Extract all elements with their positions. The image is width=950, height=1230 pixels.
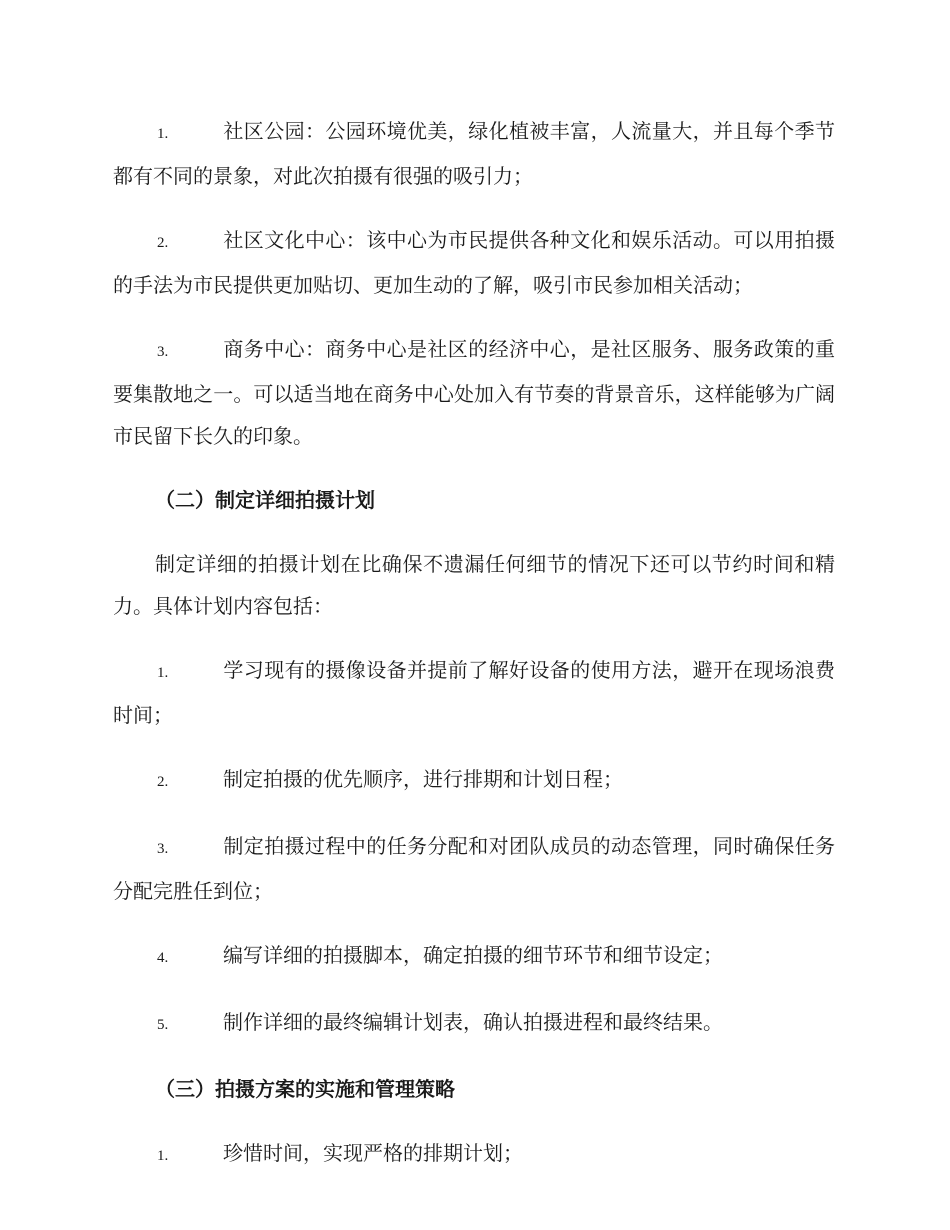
list-number: 1. <box>157 665 169 681</box>
document-body <box>113 110 835 1199</box>
list-item-text: 社区公园：公园环境优美，绿化植被丰富，人流量大，并且每个季节都有不同的景象，对此次拍摄有很强的吸引力； <box>113 119 835 188</box>
list-number: 2. <box>157 235 169 251</box>
list-number: 4. <box>157 950 169 966</box>
list-number: 3. <box>157 344 169 360</box>
list-number: 1. <box>157 126 169 142</box>
list-number: 3. <box>157 841 169 857</box>
list-number: 5. <box>157 1017 169 1033</box>
list-item <box>113 934 835 979</box>
list-item-text: 制作详细的最终编辑计划表，确认拍摄进程和最终结果。 <box>223 1010 723 1034</box>
section-heading: （二）制定详细拍摄计划 <box>155 488 375 512</box>
list-item <box>113 758 835 803</box>
list-item-text: 学习现有的摄像设备并提前了解好设备的使用方法，避开在现场浪费时间； <box>113 658 835 727</box>
list-item-text: 编写详细的拍摄脚本，确定拍摄的细节环节和细节设定； <box>223 943 723 967</box>
list-item <box>113 649 835 736</box>
list-item <box>113 219 835 306</box>
paragraph: 制定详细的拍摄计划在比确保不遗漏任何细节的情况下还可以节约时间和精力。具体计划内容包括： <box>113 552 835 618</box>
list-item <box>113 1001 835 1046</box>
list-item-text: 制定拍摄的优先顺序，进行排期和计划日程； <box>223 767 623 791</box>
section-heading: （三）拍摄方案的实施和管理策略 <box>155 1077 455 1101</box>
list-number: 2. <box>157 774 169 790</box>
list-item-text: 珍惜时间，实现严格的排期计划； <box>223 1141 523 1165</box>
list-item-text: 社区文化中心：该中心为市民提供各种文化和娱乐活动。可以用拍摄的手法为市民提供更加贴切、更加生动的了解，吸引市民参加相关活动； <box>113 228 835 297</box>
list-item <box>113 825 835 912</box>
list-item-text: 商务中心：商务中心是社区的经济中心，是社区服务、服务政策的重要集散地之一。可以适当地在商务中心处加入有节奏的背景音乐，这样能够为广阔市民留下长久的印象。 <box>113 337 835 448</box>
list-item-text: 制定拍摄过程中的任务分配和对团队成员的动态管理，同时确保任务分配完胜任到位； <box>113 834 835 903</box>
list-item <box>113 328 835 457</box>
list-number: 1. <box>157 1148 169 1164</box>
list-item <box>113 110 835 197</box>
list-item <box>113 1132 835 1177</box>
